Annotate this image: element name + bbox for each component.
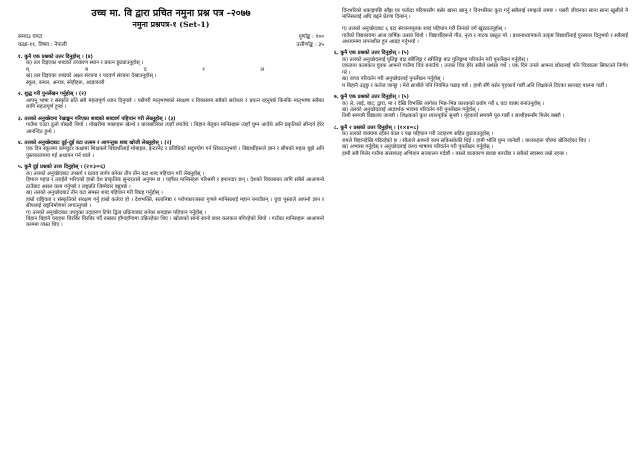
question-5c: ग) तलको अनुच्छेदबाट उपयुक्त उदाहरण टिपेर द्वित्व प्रक्रियाबाट बनेका शब्दहरू पहिचान गर्नुहोस् ।: [26, 209, 207, 216]
question-6b: ख) वाच्य परिवर्तन गरी अनुच्छेदलाई पुनर्लेखन गर्नुहोस् ।: [342, 76, 445, 83]
question-6b-text: म बिहानै उठ्छु र कलेज जान्छु । मेरो साथीले पनि नियमित पढाइ गर्छ । हामी सँगै बसेर गृहकार्य गर्छौं अनि शिक्षकले दिएका सल्लाह पालना गर्छौं ।: [342, 82, 608, 89]
question-5: [18, 164, 324, 229]
exam-meta-row-1: [18, 33, 324, 41]
question-5g: [334, 26, 628, 45]
question-2-title: २. शुद्ध गरी पुनर्लेखन गर्नुहोस् । (२): [18, 91, 87, 98]
question-3-title: ३. तलको अनुच्छेदमा रेखाङ्कन गरिएका शब्दको शब्दवर्ग पहिचान गरी लेख्नुहोस् । (३): [18, 115, 176, 122]
question-6-title: ६. कुनै एक प्रश्नको उत्तर दिनुहोस् । (५): [334, 50, 409, 57]
question-5a: क) तलको अनुच्छेदबाट उपसर्ग र प्रत्यय लागेर बनेका तीन तीन वटा शब्द पहिचान गरी लेख्नुहोस् ।: [26, 170, 205, 177]
question-7b: ख) तलको अनुच्छेदलाई आज्ञार्थक भावमा परिवर्तन गरी पुनर्लेखन गर्नुहोस् ।: [342, 107, 480, 114]
question-5c-text: बिहान बिहानै चराहरू चिरबिर चिरबिर गर्दै रुखका हाँगाहाँगामा उफ्रिरहेका थिए । खोलाको सानो सानो छाल कलकल बगिरहेको थियो । गाउँका मानिसहरू आआफ्नो काममा व्यस्त थिए ।: [26, 215, 324, 229]
exam-time: समय३ घण्टा: [18, 34, 43, 40]
question-8a-text: रामले बिहानदेखि पढिरहेको छ । सीताले आफ्नो काम सकिसकेकी थिई । हामी भोलि घुम्न जानेछौं । बालकहरू चौरमा खेलिरहेका थिए ।: [342, 137, 590, 144]
option-item: ब: [84, 66, 88, 73]
question-1-title: १. कुनै एक प्रश्नको उत्तर दिनुहोस् । (४): [18, 54, 93, 60]
question-2-text: आफ्नु भाषा र संस्कृति प्रति सबै महत्वपूर्ण ध्यान दिनुपर्छ । यसैगरी मातृभाषाको संरक्षण र विकासमा सबैको सरोकार र प्रयत्न रहनुपर्छ किनकि मातृभाषा सबैका लागि महत्वपूर्ण हुन्छ ।: [26, 97, 324, 111]
question-6a: क) तलको अनुच्छेदलाई पुलिङ्ग बाट स्त्रीलिङ्ग र स्त्रीलिङ्ग बाट पुलिङ्गमा परिवर्तन गरी पुनर्लेखन गर्नुहोस् ।: [342, 56, 529, 63]
question-3-text: गाउँमा एउटा ठूलो पोखरी थियो । पोखरीमा माछाहरू खेल्थे र बालबालिका त्यहाँ रमाउँथे । बिहान बेलुका मानिसहरू त्यहाँ घुम्न आउँथे अनि प्रकृतिको सौन्दर्य हेरेर आनन्दित हुन्थे ।: [26, 122, 324, 135]
question-8-title: ८. कुनै २ प्रश्नको उत्तर दिनुहोस् । (२×४=८): [334, 124, 419, 131]
question-2: [18, 91, 324, 110]
question-7: [334, 94, 628, 120]
question-7-title: ७. कुनै एक प्रश्नको उत्तर दिनुहोस् । (५): [334, 94, 409, 101]
question-5g-prompt: ग) तलको अनुच्छेदबाट ६ वटा संरचनामूलक शब्द पहिचान गरी तिनको वर्ग खुट्याउनुहोस् ।: [342, 26, 506, 33]
option-item: र: [202, 66, 205, 73]
option-item: ल: [260, 66, 264, 73]
question-8: [334, 125, 628, 157]
question-7a: क) ले, लाई, बाट, द्वारा, मा र देखि विभक्ति लागेका भिन्न-भिन्न कारकको प्रयोग गरी ६ वटा वाक्य बनाउनुहोस् ।: [342, 100, 545, 107]
question-6a-text: एकजना कलाकार युवक आफ्नो गाउँमा चित्र बनाउँथे । उनका चित्र हेरेर सबैले प्रशंसा गर्थे । एक दिन उनले आफ्ना छोरालाई पनि चित्रकला सिकाउने निर्णय गरे ।: [342, 63, 628, 76]
exam-pass-marks: उत्तीर्णाङ्क : ३५: [296, 42, 324, 48]
question-6: [334, 50, 628, 89]
option-item: म्: [26, 66, 30, 73]
right-column: [334, 6, 628, 446]
question-7b-text: तिमी समयमै विद्यालय जान्छौ । शिक्षकको कुरा ध्यानपूर्वक सुन्छौ । गृहकार्य समयमै पूरा गर्छौ र साथीहरूसँग मिलेर बस्छौ ।: [342, 113, 565, 120]
question-3: [18, 116, 324, 135]
question-5g-text: गाउँको विद्यालयमा आज वार्षिक उत्सव थियो । विद्यार्थीहरूले गीत, नृत्य र नाटक प्रस्तुत गरे । प्रधानाध्यापकले उत्कृष्ट विद्यार्थीलाई पुरस्कार दिनुभयो र सबैलाई अध्ययनमा लगनशील हुन आग्रह गर्नुभयो ।: [342, 32, 628, 45]
question-5a-text: हिमाल पहाड र तराईले भरिएको हाम्रो देश प्राकृतिक सुन्दरताले अनुपम छ । यहाँका मानिसहरू परिश्रमी र इमानदार छन् । देशको विकासका लागि सबैले आआफ्नो ठाउँबाट असल काम गर्नुपर्छ र राष्ट्रप्रति जिम्मेवार बन्नुपर्छ ।: [26, 177, 324, 190]
exam-subtitle: नमुना प्रश्नपत्र-१ (Set-1): [132, 20, 210, 29]
question-5b-text: हाम्रो राष्ट्रियता र संस्कृतिको संरक्षण गर्नु हाम्रो कर्तव्य हो । देशभक्ति, सत्यनिष्ठा र परोपकारजस्ता गुणले मानिसलाई महान बनाउँछन् । युवा पुस्ताले आफ्नो ज्ञान र सीपलाई राष्ट्रनिर्माणमा लगाउनुपर्छ ।: [26, 196, 324, 210]
question-1: [18, 54, 324, 86]
option-item: द: [143, 66, 147, 73]
question-1b: ख) तल दिइएका शब्दको अक्षर संरचना र पदवर्ण संरचना देखाउनुहोस् ।: [26, 73, 157, 80]
question-8a: क) तलको वाक्यमा रहेका काल र पक्ष पहिचान गरी उदाहरण सहित छुट्याउनुहोस् ।: [342, 131, 494, 138]
exam-full-marks: पूर्णाङ्क : १००: [298, 34, 324, 40]
question-4: [18, 140, 324, 159]
exam-header: [18, 8, 324, 30]
question-1a: क) तल दिइएका शब्दको उच्चारण स्थान र प्रयत्न छुट्याउनुहोस् ।: [26, 60, 144, 67]
question-5b: ख) तलको अनुच्छेदबाट तीन वटा समस्त शब्द पहिचान गरी विग्रह गर्नुहोस् ।: [26, 190, 163, 197]
exam-title: उच्च मा. वि द्वारा प्रचित नमुना प्रश्न पत्र -२०७७: [91, 8, 251, 19]
exam-meta-row-2: [18, 41, 324, 49]
question-1b-words: स्कूल, कमल, अन्यत्र, स्नेहीहरू, आज्ञाकारी: [26, 79, 105, 86]
question-8b-text: हामी सबै मिलेर गाउँमा सरसफाइ अभियान सञ्चालन गर्दछौं । यसले वातावरण स्वच्छ बनाउँछ र सबैको स्वास्थ्य राम्रो रहन्छ ।: [342, 150, 568, 157]
question-8b: ख) अभ्यास गर्नुहोस् र अनुच्छेदलाई कथ्य भाषामा परिवर्तन गरी पुनर्लेखन गर्नुहोस् ।: [342, 144, 494, 151]
exam-class-subject: कक्षा-११, विषय : नेपाली: [18, 42, 67, 48]
question-4-title: ४. तलको अनुच्छेदबाट दुई-दुई वटा तत्सम र आगन्तुक शब्द खोजी लेख्नुहोस् । (२): [18, 139, 172, 146]
question-5-title: ५. कुनै दुई प्रश्नको उत्तर दिनुहोस् । (२×३=६): [18, 164, 106, 171]
continued-text: दिनभरिको थकाइपछि साँझ घर फर्कंदा परिवारसँग बसेर खाना खानु र दिनभरिका कुरा गर्नु सबैलाई रमाइलो लाग्छ । यसरी जीवनका साना साना खुसीले नै मानिसलाई अघि बढ्ने प्रेरणा दिन्छन् ।: [342, 8, 628, 21]
left-column: [18, 6, 324, 446]
question-4-text: एक दिन स्कूलमा कम्प्युटर कक्षामा शिक्षकले विद्यार्थीलाई मोबाइल, इन्टरनेट र प्रविधिको सदुपयोग गर्न सिकाउनुभयो । विद्यार्थीहरूले ज्ञान र सीपको महत्व बुझे अनि पुस्तकालयमा गई अध्ययन गर्न थाले ।: [26, 146, 324, 159]
